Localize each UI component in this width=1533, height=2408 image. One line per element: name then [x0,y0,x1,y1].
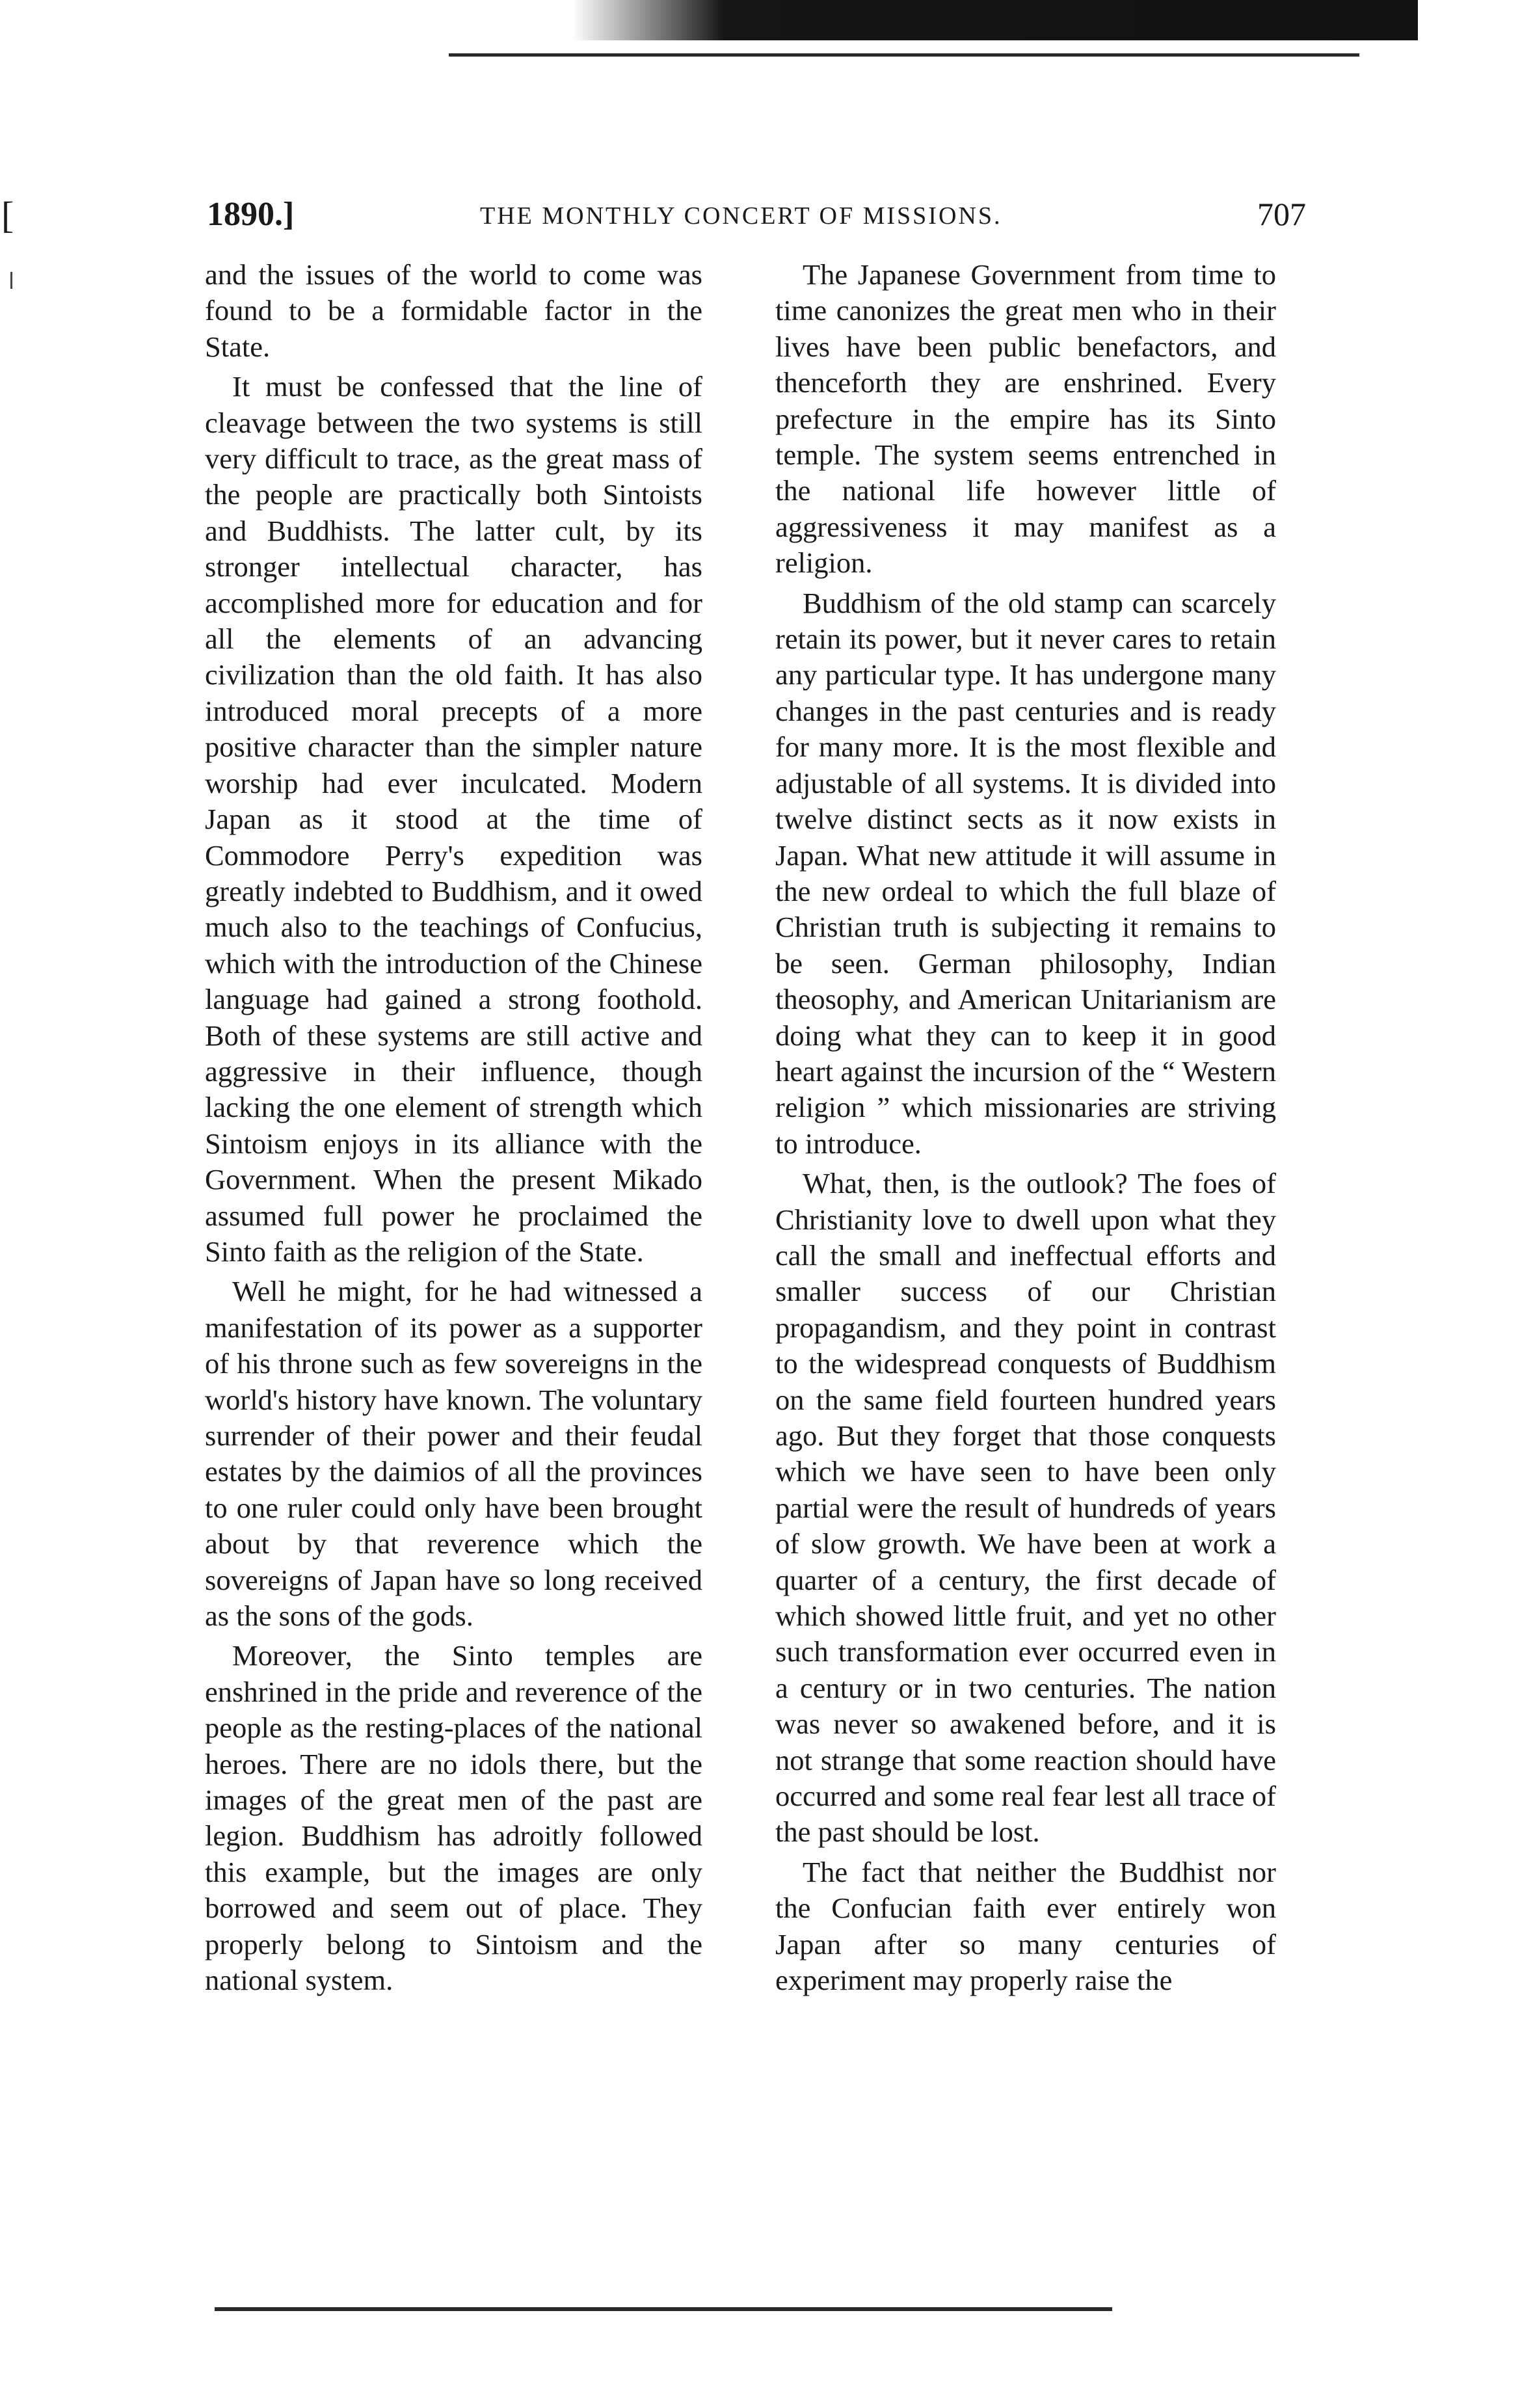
paragraph: Well he might, for he had witnessed a manifestation of its power as a supporter of his throne such as few sovereigns in the world's history have known. The voluntary surrender of their power and their feudal estates by the daimios of all the provinces to one ruler could only have been brought about by that reverence which the sovereigns of Japan have so long received as the sons of the gods. [205,1275,702,1633]
margin-tick-mark [10,272,12,289]
running-header [207,195,1306,241]
page-number: 707 [1257,196,1306,232]
header-year: 1890.] [207,196,295,233]
scan-artifact-bottom-rule [215,2307,1112,2311]
paragraph: It must be confessed that the line of cleavage between the two systems is still very difficult to trace, as the great mass of the people are practically both Sintoists and Buddhists. The latter cult, by its stronger intellectual character, has accomplished more for education and for all the elements of an advancing civilization than the old faith. It has also introduced moral precepts of a more positive character than the simpler nature worship had ever inculcated. Modern Japan as it stood at the time of Commodore Perry's expedition was greatly indebted to Buddhism, and it owed much also to the teachings of Confucius, which with the introduction of the Chinese language had gained a strong foothold. Both of these systems are still active and aggressive in their influence, though lacking the one element of strength which Sintoism enjoys in its alliance with the Government. When the present Mikado assumed full power he proclaimed the Sinto faith as the religion of the State. [205,370,702,1268]
journal-title: THE MONTHLY CONCERT OF MISSIONS. [480,202,1002,230]
scan-artifact-top-bar [572,0,1418,40]
paragraph: Moreover, the Sinto temples are enshrined in the pride and reverence of the people as the resting-places of the national heroes. There are no idols there, but the images of the great men of the past are legion. Buddhism has adroitly followed this example, but the images are only borrowed and seem out of place. They properly belong to Sintoism and the national system. [205,1639,702,1997]
paragraph: and the issues of the world to come was found to be a formidable factor in the State. [205,258,702,363]
left-column [205,257,702,2003]
margin-bracket-mark: [ [1,194,14,236]
paragraph: The Japanese Government from time to time canonizes the great men who in their lives have been public benefactors, and thenceforth they are enshrined. Every prefecture in the empire has its Sinto temple. The system seems entrenched in the national life however little of aggressiveness it may manifest as a religion. [775,258,1276,580]
paragraph: What, then, is the outlook? The foes of Christianity love to dwell upon what they call the small and ineffectual efforts and smaller success of our Christian propagandism, and they point in contrast to the widespread conquests of Buddhism on the same field fourteen hundred years ago. But they forget that those conquests which we have seen to have been only partial were the result of hundreds of years of slow growth. We have been at work a quarter of a century, the first decade of which showed little fruit, and yet no other such transformation ever occurred even in a century or in two centuries. The nation was never so awakened before, and it is not strange that some reaction should have occurred and some real fear lest all trace of the past should be lost. [775,1167,1276,1849]
paragraph: The fact that neither the Buddhist nor the Confucian faith ever entirely won Japan after so many centuries of experiment may properly raise the [775,1855,1276,1997]
right-column [775,257,1276,2003]
scan-artifact-top-rule [449,53,1359,57]
paragraph: Buddhism of the old stamp can scarcely retain its power, but it never cares to retain any particular type. It has undergone many changes in the past centuries and is ready for many more. It is the most flexible and adjustable of all systems. It is divided into twelve distinct sects as it now exists in Japan. What new attitude it will assume in the new ordeal to which the full blaze of Christian truth is subjecting it remains to be seen. German philosophy, Indian theosophy, and American Unitarianism are doing what they can to keep it in good heart against the incursion of the “ Western religion ” which missionaries are striving to introduce. [775,586,1276,1160]
